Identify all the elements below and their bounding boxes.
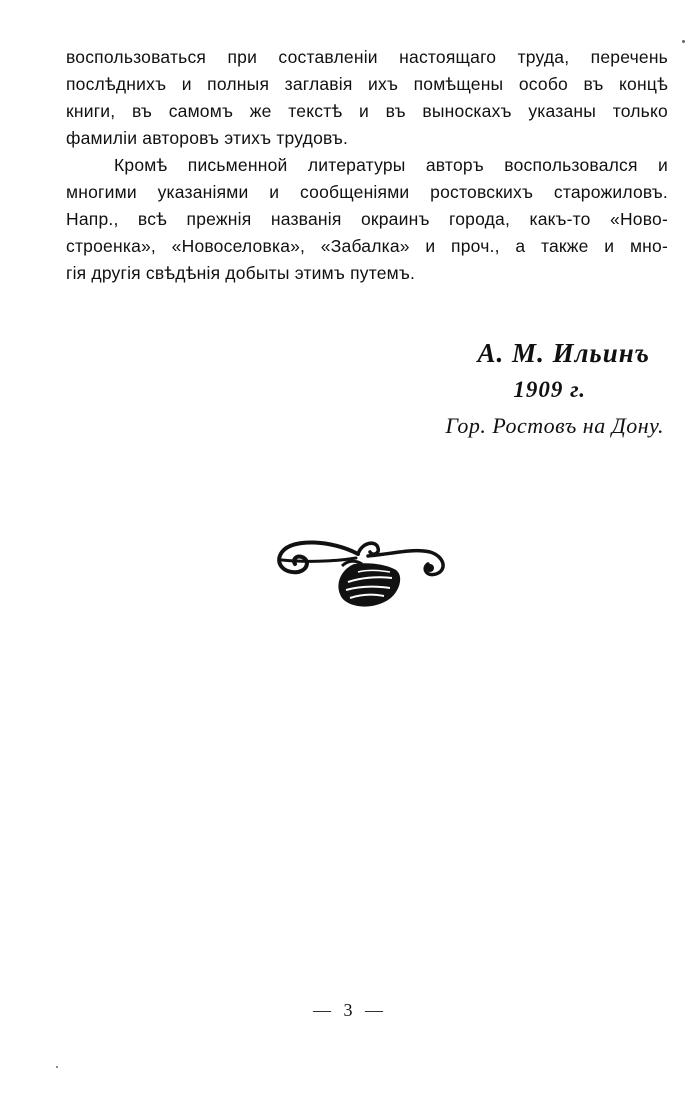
author-name: А. М. Ильинъ xyxy=(477,338,650,368)
page-number: — 3 — xyxy=(313,1000,387,1020)
signature-place: Гор. Ростовъ на Дону. xyxy=(445,413,664,438)
signature-block xyxy=(445,334,664,444)
text-line: воспользоваться при составленiи настоящаго труда, перечень xyxy=(66,47,668,67)
text-line: Напр., всѣ прежнiя названiя окраинъ города, какъ-то «Ново- xyxy=(66,209,668,229)
text-line: фамилiи авторовъ этихъ трудовъ. xyxy=(66,128,349,148)
paper-speck xyxy=(682,40,685,43)
signature-year: 1909 г. xyxy=(513,377,586,402)
text-line: гiя другiя свѣдѣнiя добыты этимъ путемъ. xyxy=(66,263,416,283)
paragraph-2 xyxy=(66,152,668,287)
text-line: Кромѣ письменной литературы авторъ воспользовался и xyxy=(114,155,668,175)
body-text xyxy=(66,44,668,287)
text-line: строенка», «Новоселовка», «Забалка» и проч., а также и мно- xyxy=(66,236,668,256)
fleuron-icon xyxy=(272,530,452,612)
text-line: многими указанiями и сообщенiями ростовскихъ старожиловъ. xyxy=(66,182,668,202)
paragraph-1 xyxy=(66,44,668,152)
text-line: книги, въ самомъ же текстѣ и въ выноскахъ указаны только xyxy=(66,101,668,121)
text-line: послѣднихъ и полныя заглавiя ихъ помѣщены особо въ концѣ xyxy=(66,74,668,94)
paper-speck xyxy=(56,1066,58,1068)
